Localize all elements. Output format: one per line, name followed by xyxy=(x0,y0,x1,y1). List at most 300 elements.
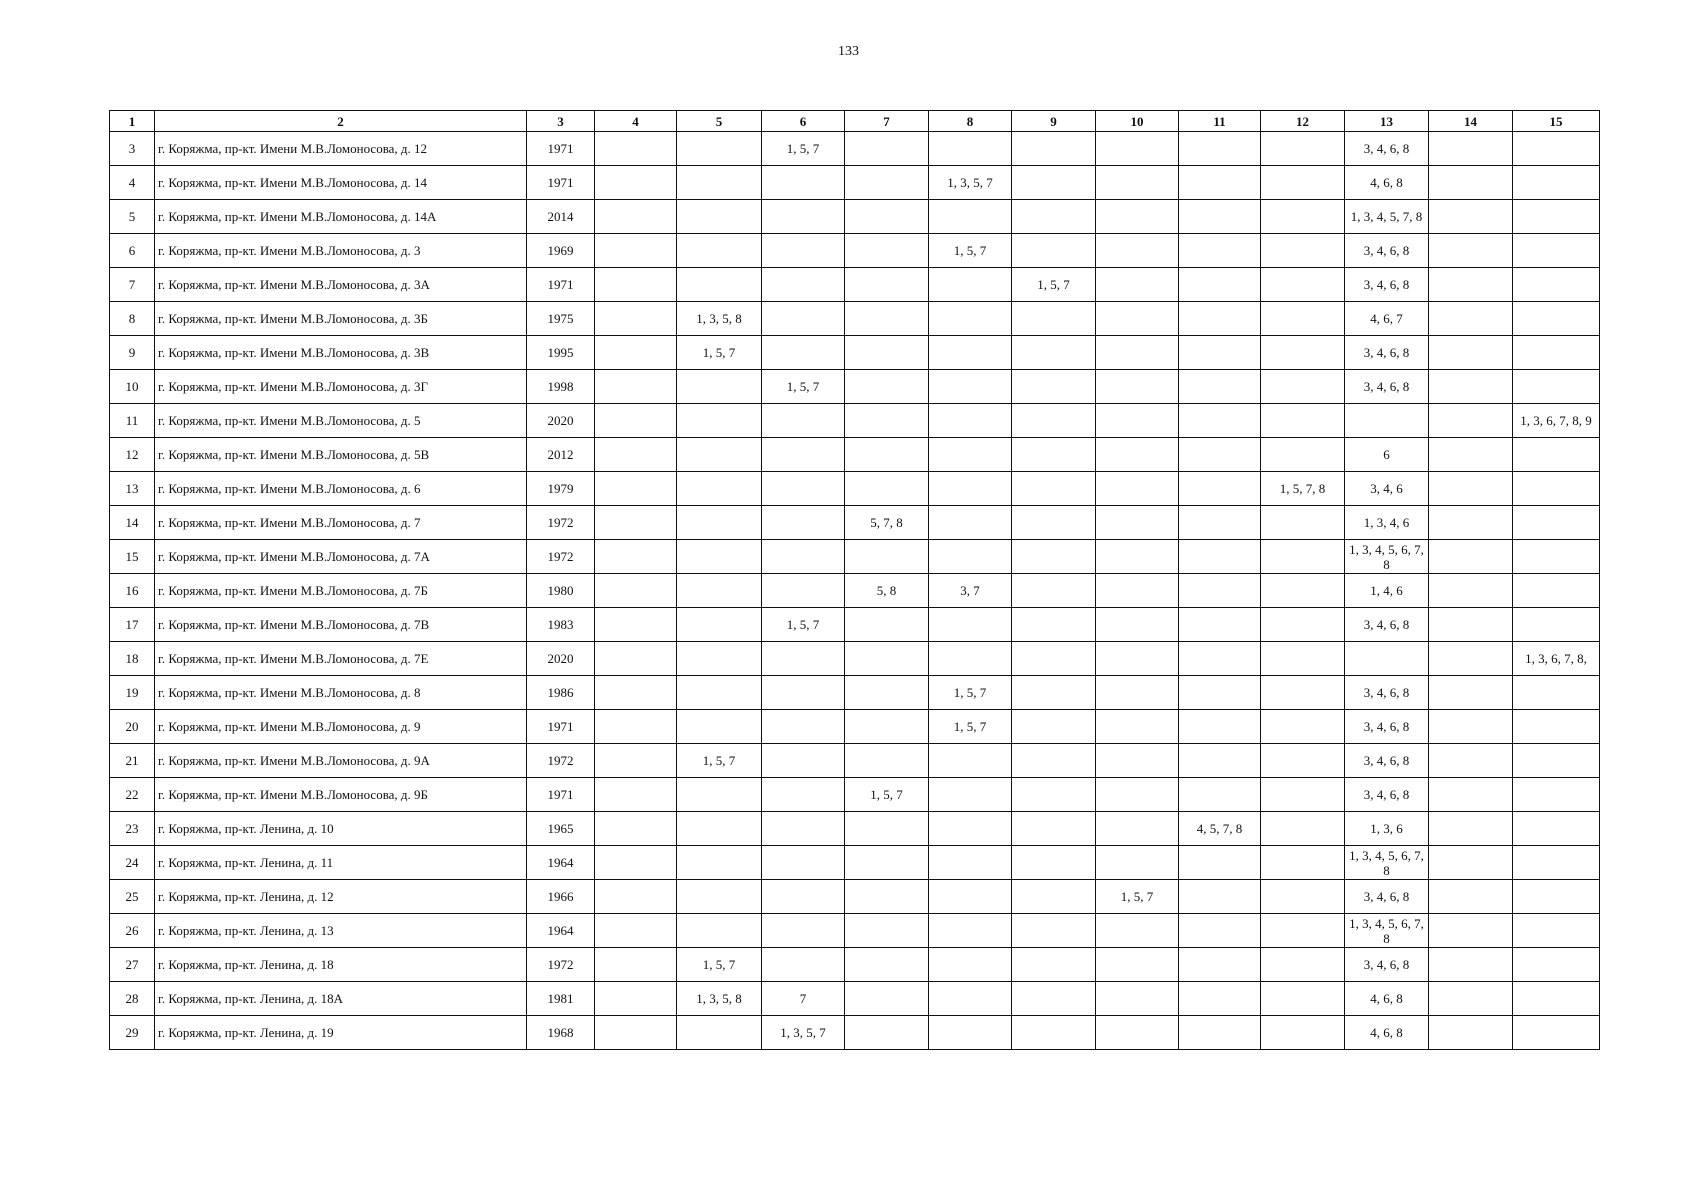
table-row xyxy=(110,812,1600,846)
table-cell xyxy=(1096,438,1179,472)
table-cell xyxy=(677,914,762,948)
row-number-cell: 14 xyxy=(110,506,155,540)
table-row xyxy=(110,370,1600,404)
table-cell xyxy=(1096,370,1179,404)
table-cell xyxy=(929,608,1012,642)
table-cell xyxy=(929,812,1012,846)
table-cell xyxy=(1261,642,1345,676)
table-cell xyxy=(1513,812,1600,846)
address-cell: г. Коряжма, пр-кт. Имени М.В.Ломоносова, д. 7А xyxy=(155,540,527,574)
table-cell xyxy=(845,948,929,982)
table-cell xyxy=(1179,778,1261,812)
data-table xyxy=(109,110,1600,1050)
table-cell xyxy=(1096,948,1179,982)
table-row xyxy=(110,880,1600,914)
row-number-cell: 27 xyxy=(110,948,155,982)
table-cell xyxy=(595,166,677,200)
table-cell xyxy=(1179,880,1261,914)
table-cell xyxy=(845,846,929,880)
table-cell: 5, 8 xyxy=(845,574,929,608)
table-cell xyxy=(677,404,762,438)
table-cell xyxy=(1429,540,1513,574)
table-cell xyxy=(1261,676,1345,710)
table-cell xyxy=(929,982,1012,1016)
table-cell xyxy=(1179,676,1261,710)
address-cell: г. Коряжма, пр-кт. Имени М.В.Ломоносова, д. 7Б xyxy=(155,574,527,608)
table-cell xyxy=(929,846,1012,880)
table-cell xyxy=(595,710,677,744)
table-cell: 3, 4, 6, 8 xyxy=(1345,268,1429,302)
table-cell: 1966 xyxy=(527,880,595,914)
table-cell xyxy=(929,778,1012,812)
table-cell xyxy=(762,914,845,948)
table-cell xyxy=(1012,438,1096,472)
table-cell xyxy=(1012,914,1096,948)
table-cell xyxy=(1096,914,1179,948)
address-cell: г. Коряжма, пр-кт. Имени М.В.Ломоносова, д. 6 xyxy=(155,472,527,506)
row-number-cell: 20 xyxy=(110,710,155,744)
row-number-cell: 13 xyxy=(110,472,155,506)
table-cell: 1, 5, 7 xyxy=(677,744,762,778)
table-cell xyxy=(845,812,929,846)
row-number-cell: 3 xyxy=(110,132,155,166)
table-cell: 1972 xyxy=(527,948,595,982)
table-cell xyxy=(1012,370,1096,404)
table-cell xyxy=(1513,574,1600,608)
table-cell xyxy=(929,472,1012,506)
address-cell: г. Коряжма, пр-кт. Имени М.В.Ломоносова, д. 9А xyxy=(155,744,527,778)
table-cell xyxy=(762,404,845,438)
table-cell xyxy=(677,506,762,540)
column-header-4: 4 xyxy=(595,111,677,132)
address-cell: г. Коряжма, пр-кт. Имени М.В.Ломоносова, д. 14А xyxy=(155,200,527,234)
table-cell: 1, 3, 5, 8 xyxy=(677,982,762,1016)
table-cell: 2020 xyxy=(527,642,595,676)
address-cell: г. Коряжма, пр-кт. Имени М.В.Ломоносова, д. 3А xyxy=(155,268,527,302)
column-header-12: 12 xyxy=(1261,111,1345,132)
table-cell xyxy=(1261,540,1345,574)
table-cell xyxy=(1513,1016,1600,1050)
address-cell: г. Коряжма, пр-кт. Ленина, д. 19 xyxy=(155,1016,527,1050)
table-cell xyxy=(845,744,929,778)
table-cell: 1, 3, 4, 6 xyxy=(1345,506,1429,540)
row-number-cell: 9 xyxy=(110,336,155,370)
table-cell xyxy=(1429,506,1513,540)
table-cell xyxy=(845,710,929,744)
table-cell xyxy=(1513,744,1600,778)
table-cell xyxy=(1012,302,1096,336)
table-cell xyxy=(595,642,677,676)
table-cell: 4, 6, 8 xyxy=(1345,166,1429,200)
table-cell: 1, 5, 7 xyxy=(929,676,1012,710)
table-cell xyxy=(1012,642,1096,676)
table-row xyxy=(110,608,1600,642)
table-cell xyxy=(762,778,845,812)
row-number-cell: 22 xyxy=(110,778,155,812)
table-cell xyxy=(762,336,845,370)
table-cell xyxy=(1513,982,1600,1016)
table-cell xyxy=(677,608,762,642)
table-cell xyxy=(1179,234,1261,268)
table-cell xyxy=(1261,710,1345,744)
table-cell xyxy=(1012,404,1096,438)
table-cell xyxy=(677,880,762,914)
table-cell xyxy=(1179,438,1261,472)
row-number-cell: 4 xyxy=(110,166,155,200)
table-cell xyxy=(845,234,929,268)
table-cell xyxy=(1012,812,1096,846)
table-cell xyxy=(1513,914,1600,948)
table-cell xyxy=(595,1016,677,1050)
table-cell xyxy=(762,676,845,710)
table-cell xyxy=(1261,336,1345,370)
table-cell xyxy=(1261,778,1345,812)
table-cell xyxy=(1179,948,1261,982)
table-cell: 1, 4, 6 xyxy=(1345,574,1429,608)
table-cell: 1964 xyxy=(527,914,595,948)
table-cell xyxy=(1429,744,1513,778)
row-number-cell: 10 xyxy=(110,370,155,404)
table-cell xyxy=(762,506,845,540)
table-cell: 3, 7 xyxy=(929,574,1012,608)
table-cell xyxy=(1012,948,1096,982)
table-cell xyxy=(1096,472,1179,506)
table-cell xyxy=(1261,200,1345,234)
table-cell xyxy=(762,948,845,982)
table-cell xyxy=(1012,608,1096,642)
table-row xyxy=(110,438,1600,472)
table-row xyxy=(110,982,1600,1016)
table-cell xyxy=(1012,166,1096,200)
table-cell: 1983 xyxy=(527,608,595,642)
table-cell xyxy=(595,778,677,812)
table-cell xyxy=(677,438,762,472)
table-cell xyxy=(1513,268,1600,302)
table-header xyxy=(110,111,1600,132)
table-cell xyxy=(595,132,677,166)
table-cell: 1964 xyxy=(527,846,595,880)
table-cell xyxy=(1179,608,1261,642)
table-cell: 1998 xyxy=(527,370,595,404)
table-cell xyxy=(1513,880,1600,914)
table-cell xyxy=(929,540,1012,574)
address-cell: г. Коряжма, пр-кт. Имени М.В.Ломоносова, д. 3Б xyxy=(155,302,527,336)
table-cell xyxy=(595,948,677,982)
table-cell xyxy=(1429,914,1513,948)
address-cell: г. Коряжма, пр-кт. Имени М.В.Ломоносова, д. 7В xyxy=(155,608,527,642)
table-cell: 3, 4, 6, 8 xyxy=(1345,710,1429,744)
table-cell xyxy=(1429,472,1513,506)
table-cell xyxy=(1261,880,1345,914)
table-cell xyxy=(677,132,762,166)
table-cell xyxy=(1429,676,1513,710)
table-cell xyxy=(1429,982,1513,1016)
table-cell xyxy=(1429,438,1513,472)
table-cell xyxy=(845,1016,929,1050)
table-cell xyxy=(1179,710,1261,744)
page-number: 133 xyxy=(838,44,859,59)
table-cell xyxy=(1261,166,1345,200)
table-cell xyxy=(1179,846,1261,880)
table-cell xyxy=(1012,846,1096,880)
table-row xyxy=(110,778,1600,812)
table-row xyxy=(110,710,1600,744)
table-cell xyxy=(1096,846,1179,880)
table-cell xyxy=(1429,846,1513,880)
table-cell: 1971 xyxy=(527,268,595,302)
table-cell: 1, 5, 7, 8 xyxy=(1261,472,1345,506)
table-cell: 1971 xyxy=(527,132,595,166)
address-cell: г. Коряжма, пр-кт. Имени М.В.Ломоносова, д. 5В xyxy=(155,438,527,472)
table-cell xyxy=(845,166,929,200)
table-cell xyxy=(1429,268,1513,302)
table-cell xyxy=(595,200,677,234)
row-number-cell: 23 xyxy=(110,812,155,846)
table-cell xyxy=(1096,234,1179,268)
table-cell xyxy=(1513,676,1600,710)
row-number-cell: 25 xyxy=(110,880,155,914)
row-number-cell: 17 xyxy=(110,608,155,642)
table-cell xyxy=(845,268,929,302)
table-cell: 1, 5, 7 xyxy=(1012,268,1096,302)
table-cell: 1, 5, 7 xyxy=(762,370,845,404)
table-cell xyxy=(845,370,929,404)
row-number-cell: 15 xyxy=(110,540,155,574)
table-cell xyxy=(929,744,1012,778)
table-cell xyxy=(929,200,1012,234)
table-cell xyxy=(595,370,677,404)
table-cell: 1981 xyxy=(527,982,595,1016)
table-cell xyxy=(845,336,929,370)
table-cell xyxy=(929,880,1012,914)
table-cell xyxy=(1429,132,1513,166)
table-cell: 1972 xyxy=(527,744,595,778)
table-row xyxy=(110,166,1600,200)
column-header-1: 1 xyxy=(110,111,155,132)
table-cell xyxy=(929,302,1012,336)
table-cell: 1971 xyxy=(527,778,595,812)
table-row xyxy=(110,200,1600,234)
table-cell xyxy=(677,1016,762,1050)
table-cell xyxy=(762,268,845,302)
table-row xyxy=(110,302,1600,336)
table-cell xyxy=(595,472,677,506)
table-cell xyxy=(1429,200,1513,234)
table-cell xyxy=(1261,948,1345,982)
table-cell xyxy=(845,608,929,642)
table-cell xyxy=(595,744,677,778)
table-row xyxy=(110,642,1600,676)
table-cell xyxy=(1096,608,1179,642)
table-cell xyxy=(1261,370,1345,404)
row-number-cell: 19 xyxy=(110,676,155,710)
table-cell xyxy=(1012,880,1096,914)
table-cell xyxy=(762,812,845,846)
address-cell: г. Коряжма, пр-кт. Имени М.В.Ломоносова, д. 7 xyxy=(155,506,527,540)
table-cell xyxy=(929,506,1012,540)
table-cell xyxy=(1179,132,1261,166)
table-cell: 1, 3, 5, 7 xyxy=(762,1016,845,1050)
table-cell xyxy=(1179,1016,1261,1050)
row-number-cell: 26 xyxy=(110,914,155,948)
row-number-cell: 28 xyxy=(110,982,155,1016)
table-cell xyxy=(929,948,1012,982)
table-cell: 1, 3, 4, 5, 6, 7, 8 xyxy=(1345,914,1429,948)
table-cell xyxy=(595,506,677,540)
table-cell xyxy=(929,642,1012,676)
table-cell: 1, 5, 7 xyxy=(845,778,929,812)
table-cell: 1, 3, 4, 5, 7, 8 xyxy=(1345,200,1429,234)
table-cell xyxy=(1261,744,1345,778)
table-cell xyxy=(677,540,762,574)
address-cell: г. Коряжма, пр-кт. Имени М.В.Ломоносова, д. 3 xyxy=(155,234,527,268)
row-number-cell: 16 xyxy=(110,574,155,608)
table-cell xyxy=(1261,234,1345,268)
table-cell: 1, 3, 4, 5, 6, 7, 8 xyxy=(1345,540,1429,574)
table-cell xyxy=(1096,778,1179,812)
table-cell xyxy=(1012,506,1096,540)
table-row xyxy=(110,268,1600,302)
table-cell xyxy=(595,982,677,1016)
table-cell xyxy=(1261,506,1345,540)
table-cell xyxy=(595,812,677,846)
table-cell xyxy=(929,914,1012,948)
address-cell: г. Коряжма, пр-кт. Имени М.В.Ломоносова, д. 14 xyxy=(155,166,527,200)
address-cell: г. Коряжма, пр-кт. Ленина, д. 13 xyxy=(155,914,527,948)
table-cell xyxy=(1012,778,1096,812)
table-cell xyxy=(677,234,762,268)
row-number-cell: 5 xyxy=(110,200,155,234)
table-cell xyxy=(677,846,762,880)
table-row xyxy=(110,1016,1600,1050)
table-cell xyxy=(1513,710,1600,744)
row-number-cell: 7 xyxy=(110,268,155,302)
table-cell xyxy=(1179,166,1261,200)
table-cell xyxy=(1096,200,1179,234)
address-cell: г. Коряжма, пр-кт. Имени М.В.Ломоносова, д. 9 xyxy=(155,710,527,744)
table-cell xyxy=(1513,608,1600,642)
table-cell xyxy=(762,710,845,744)
table-cell xyxy=(762,472,845,506)
table-cell xyxy=(1096,166,1179,200)
table-cell xyxy=(1513,370,1600,404)
table-cell xyxy=(1261,1016,1345,1050)
address-cell: г. Коряжма, пр-кт. Ленина, д. 18 xyxy=(155,948,527,982)
column-header-3: 3 xyxy=(527,111,595,132)
row-number-cell: 29 xyxy=(110,1016,155,1050)
table-cell xyxy=(1261,302,1345,336)
table-cell: 7 xyxy=(762,982,845,1016)
table-cell: 1, 5, 7 xyxy=(677,948,762,982)
table-cell xyxy=(762,574,845,608)
table-cell xyxy=(1012,472,1096,506)
table-cell xyxy=(1261,268,1345,302)
table-row xyxy=(110,234,1600,268)
table-cell: 1969 xyxy=(527,234,595,268)
table-cell: 1979 xyxy=(527,472,595,506)
table-cell xyxy=(1261,574,1345,608)
row-number-cell: 11 xyxy=(110,404,155,438)
table-cell xyxy=(677,200,762,234)
table-cell xyxy=(1012,676,1096,710)
address-cell: г. Коряжма, пр-кт. Имени М.В.Ломоносова, д. 5 xyxy=(155,404,527,438)
table-cell xyxy=(1179,336,1261,370)
table-cell xyxy=(845,302,929,336)
row-number-cell: 12 xyxy=(110,438,155,472)
table-cell: 1986 xyxy=(527,676,595,710)
table-cell xyxy=(1012,574,1096,608)
table-cell: 4, 6, 8 xyxy=(1345,1016,1429,1050)
table-row xyxy=(110,744,1600,778)
column-header-15: 15 xyxy=(1513,111,1600,132)
table-cell xyxy=(1429,404,1513,438)
table-cell xyxy=(762,642,845,676)
address-cell: г. Коряжма, пр-кт. Имени М.В.Ломоносова, д. 3Г xyxy=(155,370,527,404)
table-cell: 3, 4, 6, 8 xyxy=(1345,336,1429,370)
table-cell xyxy=(1429,370,1513,404)
table-cell xyxy=(1513,302,1600,336)
table-cell: 1968 xyxy=(527,1016,595,1050)
table-cell xyxy=(595,608,677,642)
table-cell: 4, 5, 7, 8 xyxy=(1179,812,1261,846)
table-cell: 1, 3, 4, 5, 6, 7, 8 xyxy=(1345,846,1429,880)
table-cell: 1, 3, 5, 7 xyxy=(929,166,1012,200)
table-cell xyxy=(1096,506,1179,540)
table-cell xyxy=(1429,608,1513,642)
table-cell xyxy=(845,200,929,234)
table-row xyxy=(110,132,1600,166)
table-cell xyxy=(762,744,845,778)
header-row xyxy=(110,111,1600,132)
table-cell: 1, 5, 7 xyxy=(762,132,845,166)
table-cell: 1971 xyxy=(527,710,595,744)
table-cell xyxy=(595,438,677,472)
table-cell xyxy=(1096,404,1179,438)
table-cell: 3, 4, 6, 8 xyxy=(1345,608,1429,642)
table-cell xyxy=(1096,676,1179,710)
column-header-6: 6 xyxy=(762,111,845,132)
table-cell xyxy=(929,336,1012,370)
table-row xyxy=(110,506,1600,540)
table-cell xyxy=(677,370,762,404)
table-cell xyxy=(1179,200,1261,234)
address-cell: г. Коряжма, пр-кт. Имени М.В.Ломоносова, д. 3В xyxy=(155,336,527,370)
table-cell xyxy=(845,472,929,506)
table-cell xyxy=(1261,608,1345,642)
table-row xyxy=(110,914,1600,948)
table-cell xyxy=(762,438,845,472)
table-cell xyxy=(1429,574,1513,608)
table-cell xyxy=(1429,948,1513,982)
table-cell: 3, 4, 6, 8 xyxy=(1345,234,1429,268)
table-cell xyxy=(1179,574,1261,608)
table-cell xyxy=(595,914,677,948)
table-cell: 4, 6, 7 xyxy=(1345,302,1429,336)
table-cell xyxy=(677,676,762,710)
table-cell xyxy=(1429,880,1513,914)
table-cell xyxy=(845,404,929,438)
table-cell xyxy=(1012,234,1096,268)
table-cell xyxy=(929,132,1012,166)
table-cell xyxy=(762,540,845,574)
table-cell xyxy=(1261,404,1345,438)
table-cell xyxy=(1429,778,1513,812)
row-number-cell: 6 xyxy=(110,234,155,268)
table-cell xyxy=(677,778,762,812)
table-cell xyxy=(762,846,845,880)
table-cell xyxy=(1261,914,1345,948)
column-header-9: 9 xyxy=(1012,111,1096,132)
